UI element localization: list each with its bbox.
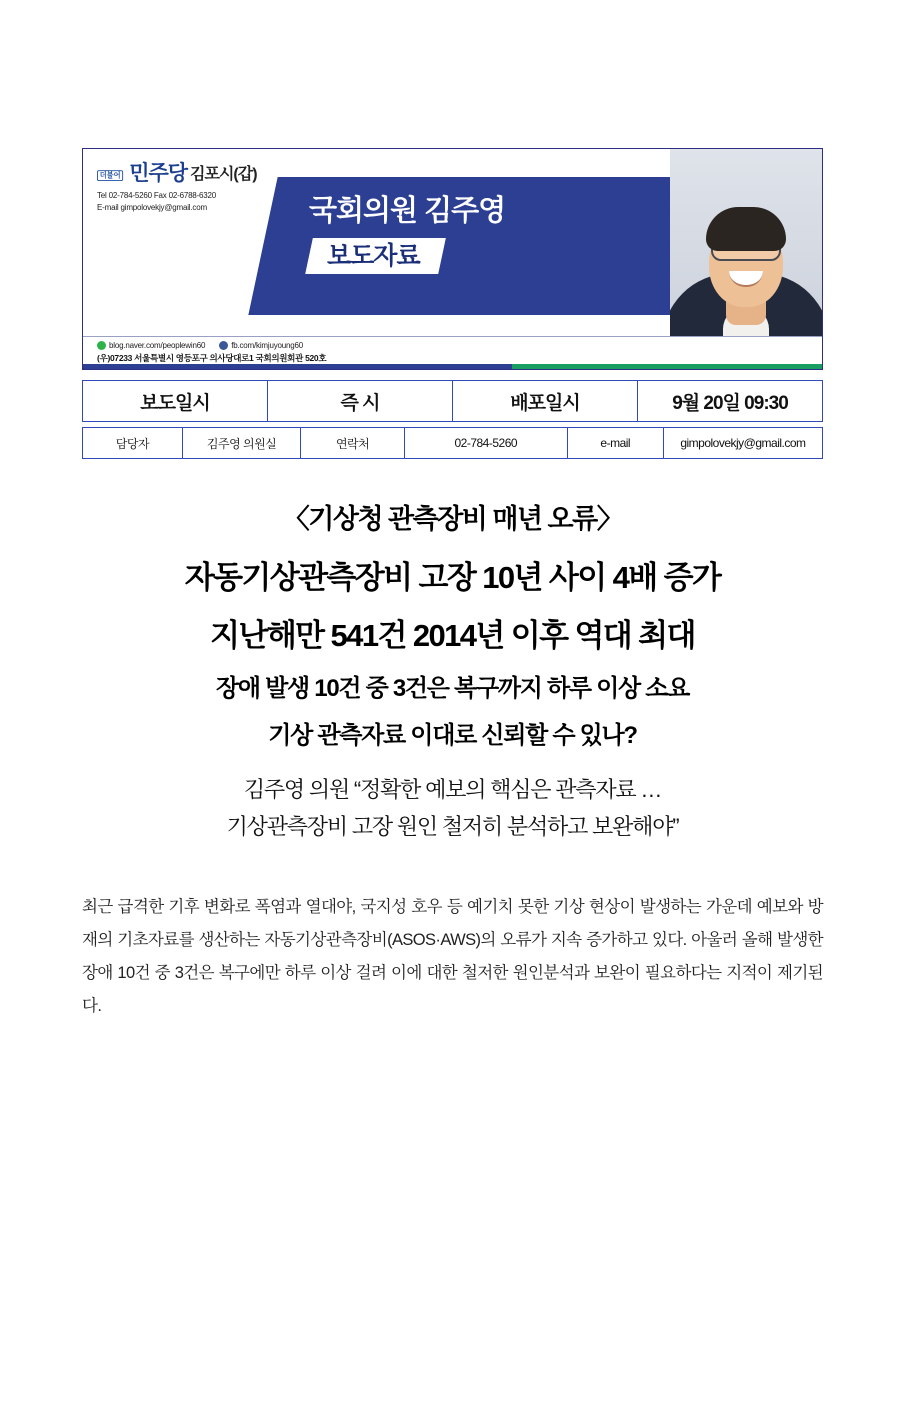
label-phone: 연락처	[301, 428, 405, 459]
facebook-link[interactable]	[219, 341, 303, 350]
blog-url: blog.naver.com/peoplewin60	[109, 341, 206, 350]
office-address: (우)07233 서울특별시 영등포구 의사당대로1 국회의원회관 520호	[97, 353, 327, 363]
label-manager: 담당자	[83, 428, 183, 459]
value-report-date: 즉 시	[268, 381, 453, 422]
headline-sub-2: 기상 관측자료 이대로 신뢰할 수 있나?	[268, 722, 637, 750]
banner-subtitle-box	[305, 238, 445, 274]
release-date-table	[82, 380, 823, 422]
press-release-page	[0, 148, 905, 1428]
banner-bottom-bar	[83, 364, 822, 369]
blog-link[interactable]	[97, 341, 205, 350]
party-mark: 더불어	[97, 170, 123, 181]
headline-quote-2: 기상관측장비 고장 원인 철저히 분석하고 보완해야”	[226, 813, 679, 839]
label-report-date: 보도일시	[83, 381, 268, 422]
label-email: e-mail	[567, 428, 663, 459]
banner-title: 국회의원 김주영	[309, 195, 506, 227]
table-row	[83, 381, 823, 422]
party-name: 민주당	[129, 162, 188, 185]
value-email: gimpolovekjy@gmail.com	[663, 428, 822, 459]
headline-quote-1: 김주영 의원 “정확한 예보의 핵심은 관측자료 …	[243, 776, 662, 802]
headline-block	[82, 497, 823, 843]
facebook-icon	[219, 341, 228, 350]
value-distribute-date: 9월 20일 09:30	[638, 381, 823, 422]
district-name: 김포시(갑)	[190, 166, 257, 183]
blog-icon	[97, 341, 106, 350]
body-paragraph: 최근 급격한 기후 변화로 폭염과 열대야, 국지성 호우 등 예기치 못한 기상 현상이 발생하는 가운데 예보와 방재의 기초자료를 생산하는 자동기상관측장비(ASOS·AWS)의 오류가 지속 증가하고 있다. 아울러 올해 발생한 장애 10건 중 3건은 복구에만 하루 이상 걸려 이에 대한 철저한 원인분석과 보완이 필요하다는 지적이 제기된다.	[82, 897, 823, 1015]
table-row	[83, 428, 823, 459]
letterhead-email: E-mail gimpolovekjy@gmail.com	[97, 202, 207, 212]
letterhead-banner	[82, 148, 823, 370]
headline-main-2: 지난해만 541건 2014년 이후 역대 최대	[210, 617, 695, 653]
headline-main-1: 자동기상관측장비 고장 10년 사이 4배 증가	[184, 560, 721, 595]
label-distribute-date: 배포일시	[453, 381, 638, 422]
letterhead-tel: Tel 02-784-5260 Fax 02-6788-6320	[97, 191, 217, 200]
contact-table	[82, 427, 823, 459]
headline-sub-1: 장애 발생 10건 중 3건은 복구까지 하루 이상 소요	[216, 675, 689, 703]
facebook-url: fb.com/kimjuyoung60	[231, 341, 303, 350]
value-manager: 김주영 의원실	[182, 428, 300, 459]
banner-subtitle: 보도자료	[327, 242, 420, 270]
headline-kicker: 〈기상청 관측장비 매년 오류〉	[282, 504, 623, 534]
value-phone: 02-784-5260	[404, 428, 567, 459]
